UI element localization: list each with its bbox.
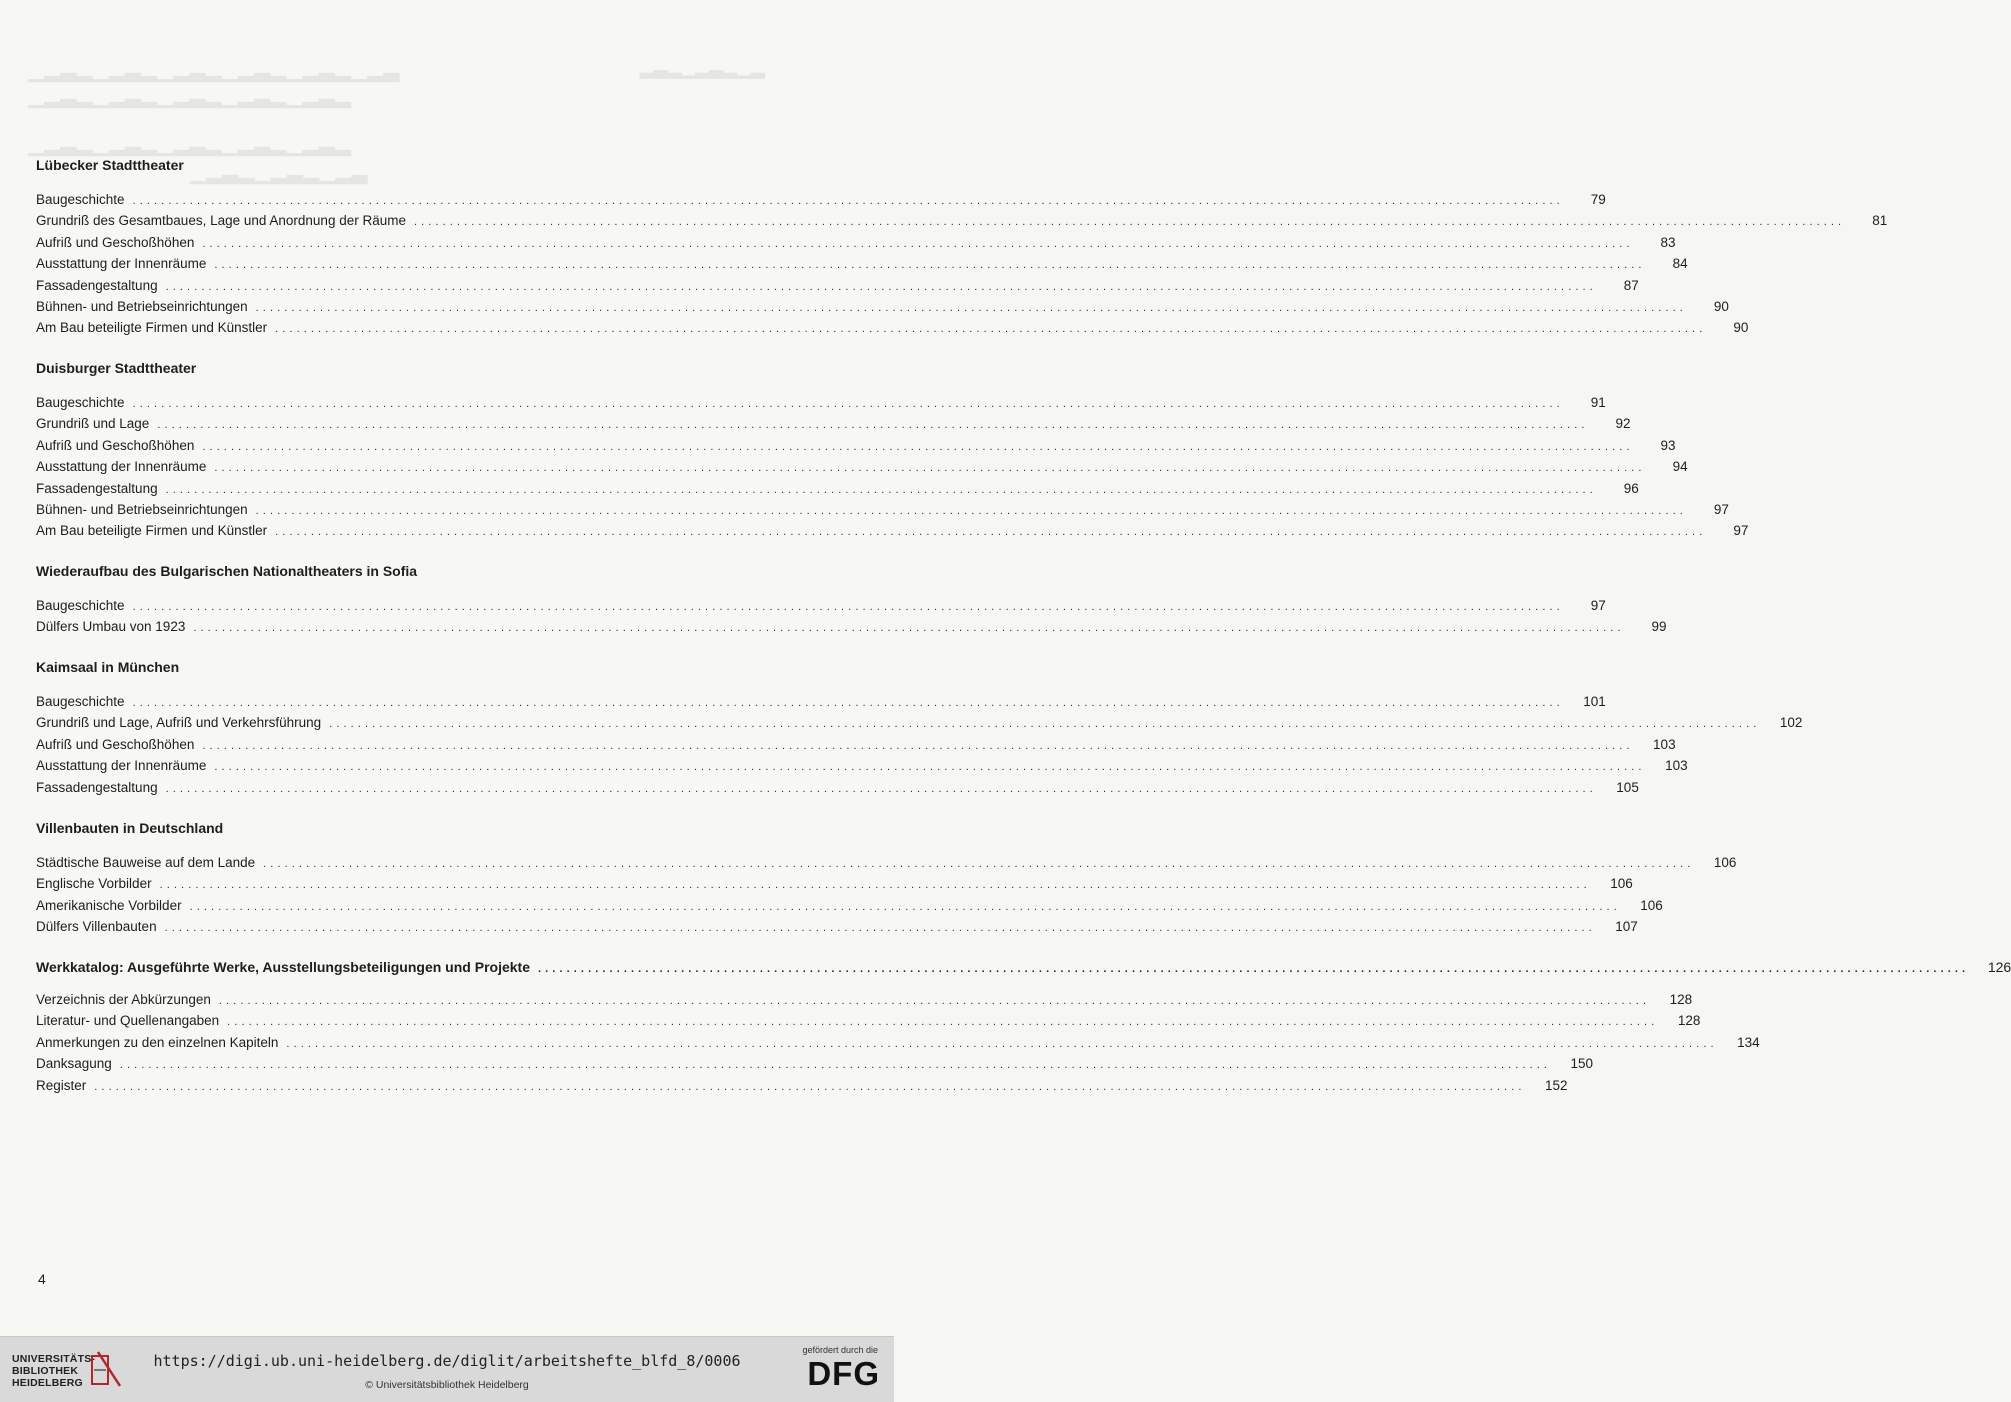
- toc-entry: [36, 1032, 1760, 1053]
- entry-label: Register: [36, 1077, 87, 1093]
- leader-dots: ........................................................................................................................................................................................................: [132, 601, 1564, 613]
- entry-page: 106: [1610, 876, 1633, 892]
- toc-section: [36, 659, 1803, 798]
- show-through-decoration: ▁▂▃▂▁▂▃▂▁▂▃▂▁▂▃▂▁▂▃▂: [28, 85, 351, 108]
- toc-entry: [36, 957, 2011, 978]
- show-through-decoration: ▁▂▃▂▁▂▃▂▁▂▃▂▁▂▃▂▁▂▃▂▁▂▃: [28, 59, 400, 82]
- leader-dots: ........................................................................................................................................................................................................: [214, 462, 1646, 475]
- leader-dots: ........................................................................................................................................................................................................: [202, 237, 1634, 250]
- toc-entry: [36, 456, 1688, 477]
- toc-entry: [36, 520, 1749, 541]
- entry-page: 96: [1623, 480, 1639, 496]
- entry-label: Baugeschichte: [36, 598, 125, 613]
- entry-page: 91: [1590, 395, 1606, 410]
- toc-entry: [36, 852, 1737, 873]
- toc-entry: [36, 734, 1676, 755]
- entry-label: Amerikanische Vorbilder: [36, 897, 182, 913]
- entry-label: Bühnen- und Betriebseinrichtungen: [36, 298, 248, 314]
- toc-section: [36, 820, 1737, 938]
- entry-label: Fassadengestaltung: [36, 480, 158, 496]
- entry-page: 94: [1672, 459, 1688, 475]
- entry-label: Anmerkungen zu den einzelnen Kapiteln: [36, 1034, 279, 1050]
- leader-dots: ........................................................................................................................................................................................................: [202, 739, 1634, 752]
- leader-dots: ........................................................................................................................................................................................................: [132, 398, 1564, 410]
- entry-label: Grundriß und Lage: [36, 416, 150, 432]
- show-through-decoration: ▁▂▃▂▁▂▃▂▁▂▃: [190, 161, 368, 184]
- section-entries: [36, 691, 1803, 798]
- entry-label: Ausstattung der Innenräume: [36, 758, 207, 774]
- leader-dots: ........................................................................................................................................................................................................: [413, 216, 1846, 229]
- toc-entry: [36, 873, 1633, 894]
- viewer-footer: [0, 1336, 894, 1402]
- entry-label: Danksagung: [36, 1056, 112, 1072]
- section-title: Duisburger Stadttheater: [36, 360, 197, 376]
- section-entries: [36, 392, 1749, 542]
- funding-caption: gefördert durch die: [802, 1345, 878, 1355]
- entry-page: 87: [1623, 277, 1639, 293]
- entry-page: 101: [1583, 694, 1606, 709]
- entry-page: 83: [1660, 234, 1676, 250]
- entry-page: 128: [1677, 1013, 1701, 1029]
- entry-page: 84: [1672, 256, 1688, 272]
- entry-label: Ausstattung der Innenräume: [36, 256, 207, 272]
- toc-entry: [36, 595, 1606, 616]
- entry-page: 103: [1653, 736, 1676, 752]
- toc-werkkatalog: [36, 957, 2011, 978]
- toc-entry: [36, 712, 1803, 733]
- toc-entry: [36, 275, 1639, 296]
- entry-page: 92: [1615, 416, 1631, 432]
- section-title: Kaimsaal in München: [36, 659, 180, 675]
- entry-page: 99: [1651, 619, 1667, 635]
- toc-section: [36, 360, 1749, 542]
- entry-page: 97: [1733, 523, 1749, 539]
- show-through-decoration: ▁▂▃▂▁▂▃▂▁▂▃▂▁▂▃▂▁▂▃▂: [28, 133, 351, 156]
- toc-entry: [36, 210, 1888, 231]
- leader-dots: ........................................................................................................................................................................................................: [193, 622, 1625, 635]
- entry-label: Verzeichnis der Abkürzungen: [36, 992, 211, 1007]
- dfg-logo: DFG: [807, 1355, 880, 1392]
- section-title: Wiederaufbau des Bulgarischen Nationaltheaters in Sofia: [36, 563, 418, 579]
- institution-line: UNIVERSITÄTS-: [12, 1353, 96, 1365]
- entry-page: 106: [1713, 855, 1737, 870]
- entry-label: Aufriß und Geschoßhöhen: [36, 736, 195, 752]
- entry-label: Werkkatalog: Ausgeführte Werke, Ausstellungsbeteiligungen und Projekte: [36, 959, 530, 975]
- entry-label: Literatur- und Quellenangaben: [36, 1013, 220, 1029]
- leader-dots: ........................................................................................................................................................................................................: [164, 922, 1596, 935]
- entry-page: 106: [1640, 897, 1663, 913]
- toc-entry: [36, 317, 1749, 338]
- section-title: Lübecker Stadttheater: [36, 157, 184, 173]
- entry-label: Fassadengestaltung: [36, 779, 158, 795]
- entry-page: 105: [1616, 779, 1639, 795]
- leader-dots: ........................................................................................................................................................................................................: [255, 504, 1687, 517]
- entry-page: 134: [1737, 1034, 1760, 1050]
- section-title: Villenbauten in Deutschland: [36, 820, 224, 836]
- leader-dots: ........................................................................................................................................................................................................: [132, 195, 1564, 207]
- entry-label: Baugeschichte: [36, 694, 125, 709]
- toc-entry: [36, 1010, 1701, 1031]
- entry-page: 150: [1570, 1056, 1594, 1072]
- page-number: 4: [38, 1271, 46, 1287]
- leader-dots: ........................................................................................................................................................................................................: [94, 1080, 1526, 1093]
- entry-label: Dülfers Villenbauten: [36, 919, 157, 935]
- toc-entry: [36, 777, 1639, 798]
- leader-dots: ........................................................................................................................................................................................................: [214, 761, 1646, 774]
- entry-page: 79: [1590, 192, 1606, 207]
- entry-label: Baugeschichte: [36, 395, 125, 410]
- toc-entry: [36, 478, 1639, 499]
- leader-dots: ........................................................................................................................................................................................................: [286, 1037, 1718, 1050]
- toc-entry: [36, 616, 1667, 637]
- entry-page: 128: [1669, 992, 1693, 1007]
- show-through-decoration: ▂▃▂▁▂▃▂▁▂: [640, 58, 765, 78]
- toc-appendix: [36, 989, 1760, 1096]
- entry-label: Am Bau beteiligte Firmen und Künstler: [36, 320, 268, 336]
- toc-entry: [36, 232, 1676, 253]
- entry-page: 93: [1660, 437, 1676, 453]
- toc-section: [36, 563, 1667, 638]
- leader-dots: ........................................................................................................................................................................................................: [157, 419, 1589, 432]
- toc-entry: [36, 296, 1729, 317]
- leader-dots: ........................................................................................................................................................................................................: [263, 858, 1695, 870]
- leader-dots: ........................................................................................................................................................................................................: [165, 280, 1597, 293]
- entry-page: 97: [1713, 501, 1729, 517]
- leader-dots: ........................................................................................................................................................................................................: [165, 483, 1597, 496]
- leader-dots: ........................................................................................................................................................................................................: [275, 526, 1707, 539]
- toc-entry: [36, 691, 1606, 712]
- toc-entry: [36, 755, 1688, 776]
- entry-page: 81: [1872, 213, 1888, 229]
- entry-page: 90: [1733, 320, 1749, 336]
- toc-entry: [36, 392, 1606, 413]
- leader-dots: ........................................................................................................................................................................................................: [275, 323, 1707, 336]
- toc-entry: [36, 1053, 1594, 1074]
- toc-entry: [36, 895, 1663, 916]
- entry-page: 97: [1590, 598, 1606, 613]
- document-url-link[interactable]: https://digi.ub.uni-heidelberg.de/diglit/arbeitshefte_blfd_8/0006: [153, 1352, 741, 1370]
- entry-label: Aufriß und Geschoßhöhen: [36, 437, 195, 453]
- toc-entry: [36, 916, 1638, 937]
- leader-dots: ........................................................................................................................................................................................................: [218, 995, 1651, 1007]
- entry-page: 107: [1615, 919, 1638, 935]
- entry-label: Am Bau beteiligte Firmen und Künstler: [36, 523, 268, 539]
- leader-dots: ........................................................................................................................................................................................................: [537, 963, 1970, 975]
- entry-label: Baugeschichte: [36, 192, 125, 207]
- section-entries: [36, 852, 1737, 938]
- toc-entry: [36, 989, 1693, 1010]
- entry-label: Grundriß des Gesamtbaues, Lage und Anordnung der Räume: [36, 213, 406, 229]
- toc-entry: [36, 1075, 1568, 1096]
- entry-label: Grundriß und Lage, Aufriß und Verkehrsführung: [36, 715, 322, 731]
- leader-dots: ........................................................................................................................................................................................................: [119, 1059, 1552, 1072]
- toc-entry: [36, 189, 1606, 210]
- copyright-notice: © Universitätsbibliothek Heidelberg: [365, 1379, 529, 1391]
- section-entries: [36, 595, 1667, 638]
- leader-dots: ........................................................................................................................................................................................................: [214, 259, 1646, 272]
- leader-dots: ........................................................................................................................................................................................................: [159, 879, 1591, 892]
- entry-label: Aufriß und Geschoßhöhen: [36, 234, 195, 250]
- entry-label: Fassadengestaltung: [36, 277, 158, 293]
- leader-dots: ........................................................................................................................................................................................................: [202, 440, 1634, 453]
- leader-dots: ........................................................................................................................................................................................................: [189, 900, 1621, 913]
- entry-label: Städtische Bauweise auf dem Lande: [36, 855, 256, 870]
- entry-page: 152: [1544, 1077, 1568, 1093]
- section-entries: [36, 189, 1888, 339]
- entry-label: Ausstattung der Innenräume: [36, 459, 207, 475]
- entry-page: 90: [1713, 298, 1729, 314]
- toc-entry: [36, 413, 1631, 434]
- leader-dots: ........................................................................................................................................................................................................: [329, 718, 1761, 731]
- entry-page: 126: [1987, 959, 2011, 975]
- leader-dots: ........................................................................................................................................................................................................: [227, 1016, 1659, 1029]
- entry-page: 102: [1779, 715, 1803, 731]
- entry-label: Englische Vorbilder: [36, 876, 152, 892]
- toc-entry: [36, 499, 1729, 520]
- entry-label: Bühnen- und Betriebseinrichtungen: [36, 501, 248, 517]
- entry-page: 103: [1665, 758, 1688, 774]
- toc-entry: [36, 253, 1688, 274]
- toc-entry: [36, 435, 1676, 456]
- leader-dots: ........................................................................................................................................................................................................: [165, 782, 1597, 795]
- institution-line: BIBLIOTHEK: [12, 1365, 79, 1377]
- institution-line: HEIDELBERG: [12, 1377, 83, 1389]
- toc-section: [36, 157, 1888, 339]
- entry-label: Dülfers Umbau von 1923: [36, 619, 186, 635]
- leader-dots: ........................................................................................................................................................................................................: [132, 697, 1564, 709]
- leader-dots: ........................................................................................................................................................................................................: [255, 301, 1687, 314]
